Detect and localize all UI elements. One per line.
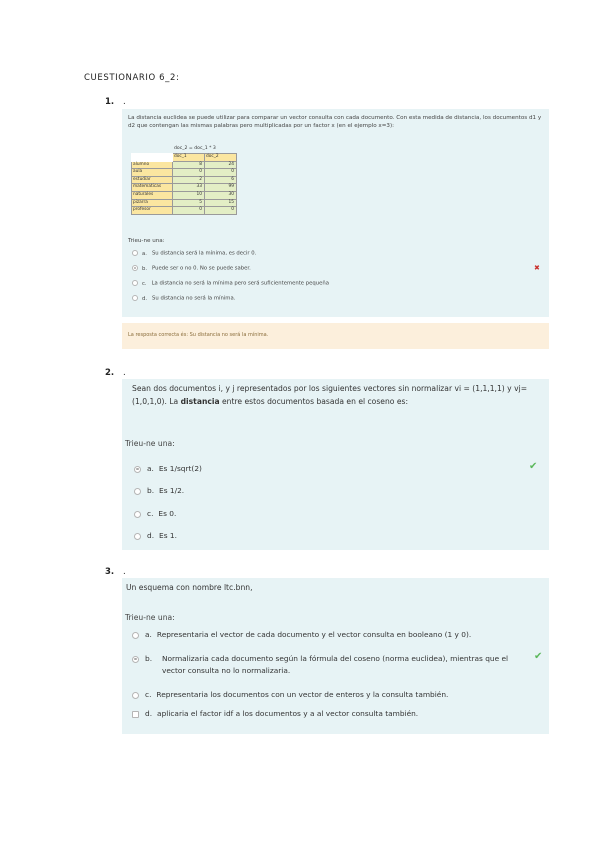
question-2-dot: . xyxy=(123,368,126,378)
option-text: Normalizaria cada documento según la fórmula del coseno (norma euclidea), mientras que el vector consulta no lo normalizaria. xyxy=(162,654,509,675)
table-row xyxy=(132,199,237,207)
radio-button[interactable] xyxy=(132,295,138,301)
q1-option-a[interactable] xyxy=(132,250,256,257)
question-2-number: 2. xyxy=(105,368,115,378)
option-letter: a. xyxy=(147,464,154,473)
correct-answer-feedback: La resposta correcta és: Su distancia no será la mínima. xyxy=(122,323,549,349)
spreadsheet-table xyxy=(131,153,237,215)
q3-option-a[interactable] xyxy=(132,629,471,641)
option-text: Es 1/2. xyxy=(159,486,185,495)
q2-option-b[interactable] xyxy=(134,485,184,497)
table-cell: 30 xyxy=(205,191,237,199)
table-row xyxy=(132,169,237,177)
option-text: Representaria el vector de cada documento y el vector consulta en booleano (1 y 0). xyxy=(156,630,472,639)
radio-button-selected[interactable] xyxy=(132,265,138,271)
table-cell: 10 xyxy=(173,191,205,199)
incorrect-x-icon: ✖ xyxy=(534,264,540,272)
radio-button-selected[interactable] xyxy=(134,466,141,473)
table-caption: doc_2 = doc_1 * 3 xyxy=(174,146,216,151)
table-cell: 5 xyxy=(173,199,205,207)
table-cell: 2 xyxy=(173,176,205,184)
question-3-panel xyxy=(122,578,549,734)
bold-keyword: distancia xyxy=(180,397,220,406)
question-1-dot: . xyxy=(123,97,126,107)
table-row-label: estudiar xyxy=(132,176,173,184)
question-1-text: La distancia euclidea se puede utilizar para comparar un vector consulta con cada documento. Con esta medida de distancia, los documentos d1 y d2 que contengan las mismas palabras pero multiplicadas por un factor x (en el ejemplo x=3): xyxy=(128,115,542,129)
option-text: La distancia no será la mínima pero será suficientemente pequeña xyxy=(151,280,329,287)
question-3-number: 3. xyxy=(105,567,115,577)
table-header-row xyxy=(132,154,237,162)
option-text: Puede ser o no 0. No se puede saber. xyxy=(152,265,251,272)
option-letter: c. xyxy=(147,509,154,518)
q1-option-c[interactable] xyxy=(132,280,329,287)
q2-option-c[interactable] xyxy=(134,508,176,520)
table-cell: 8 xyxy=(173,161,205,169)
table-row xyxy=(132,176,237,184)
table-cell: 0 xyxy=(173,207,205,215)
radio-button[interactable] xyxy=(134,533,141,540)
option-letter: d. xyxy=(147,531,155,540)
radio-button[interactable] xyxy=(134,488,141,495)
table-cell: 15 xyxy=(205,199,237,207)
table-cell: 6 xyxy=(205,176,237,184)
table-header-cell: doc_1 xyxy=(173,154,205,162)
radio-button[interactable] xyxy=(134,511,141,518)
option-letter: b. xyxy=(142,265,148,272)
option-text: aplicaria el factor idf a los documentos y a al vector consulta también. xyxy=(157,709,419,718)
radio-button[interactable] xyxy=(132,280,138,286)
radio-button[interactable] xyxy=(132,632,139,639)
table-row-label: naturales xyxy=(132,191,173,199)
table-cell: 33 xyxy=(173,184,205,192)
option-letter: a. xyxy=(145,630,152,639)
table-row xyxy=(132,161,237,169)
q3-option-c[interactable] xyxy=(132,689,448,701)
table-row-label: alumno xyxy=(132,161,173,169)
option-letter: b. xyxy=(145,654,153,663)
q3-option-d[interactable] xyxy=(132,708,418,720)
question-3-dot: . xyxy=(123,567,126,577)
table-row-label: aula xyxy=(132,169,173,177)
question-2-prompt: Trieu-ne una: xyxy=(125,439,175,448)
q2-option-d[interactable] xyxy=(134,530,177,542)
q2-option-a[interactable] xyxy=(134,463,202,475)
question-2-panel xyxy=(122,379,549,550)
correct-check-icon: ✔ xyxy=(534,651,543,662)
radio-button[interactable] xyxy=(132,250,138,256)
option-letter: c. xyxy=(145,690,152,699)
question-3-text: Un esquema con nombre ltc.bnn, xyxy=(126,583,253,592)
option-letter: d. xyxy=(145,709,153,718)
option-text: Representaria los documentos con un vector de enteros y la consulta también. xyxy=(156,690,449,699)
option-letter: b. xyxy=(147,486,155,495)
radio-button[interactable] xyxy=(132,692,139,699)
question-3-prompt: Trieu-ne una: xyxy=(125,613,175,622)
table-row xyxy=(132,191,237,199)
q1-option-d[interactable] xyxy=(132,295,235,302)
table-row-label: pizarra xyxy=(132,199,173,207)
question-1-panel xyxy=(122,109,549,317)
option-letter: c. xyxy=(142,280,147,287)
table-row xyxy=(132,184,237,192)
option-text: Su distancia no será la mínima. xyxy=(152,295,236,302)
table-cell: 99 xyxy=(205,184,237,192)
radio-button-selected[interactable] xyxy=(132,656,139,663)
question-1-prompt: Trieu-ne una: xyxy=(128,238,165,244)
q3-option-b[interactable] xyxy=(132,653,512,677)
radio-button[interactable] xyxy=(132,711,139,718)
option-text: Es 1/sqrt(2) xyxy=(158,464,202,473)
q1-option-b[interactable] xyxy=(132,265,251,272)
option-text: Es 1. xyxy=(159,531,177,540)
option-letter: a. xyxy=(142,250,147,257)
table-row-label: matematicas xyxy=(132,184,173,192)
option-text: Es 0. xyxy=(158,509,177,518)
question-2-text: Sean dos documentos i, y j representados por los siguientes vectores sin normalizar vi = (1,1,1,1) y vj=(1,0,1,0). La distancia entre estos documentos basada en el coseno es: xyxy=(132,384,528,406)
table-cell: 0 xyxy=(205,169,237,177)
table-cell: 0 xyxy=(173,169,205,177)
option-letter: d. xyxy=(142,295,148,302)
option-text: Su distancia será la mínima, es decir 0. xyxy=(151,250,257,257)
table-header-cell: doc_2 xyxy=(205,154,237,162)
table-row xyxy=(132,207,237,215)
table-cell: 0 xyxy=(205,207,237,215)
table-cell: 24 xyxy=(205,161,237,169)
document-title: CUESTIONARIO 6_2: xyxy=(84,73,180,83)
correct-check-icon: ✔ xyxy=(529,461,538,472)
question-1-number: 1. xyxy=(105,97,115,107)
table-row-label: profesor xyxy=(132,207,173,215)
